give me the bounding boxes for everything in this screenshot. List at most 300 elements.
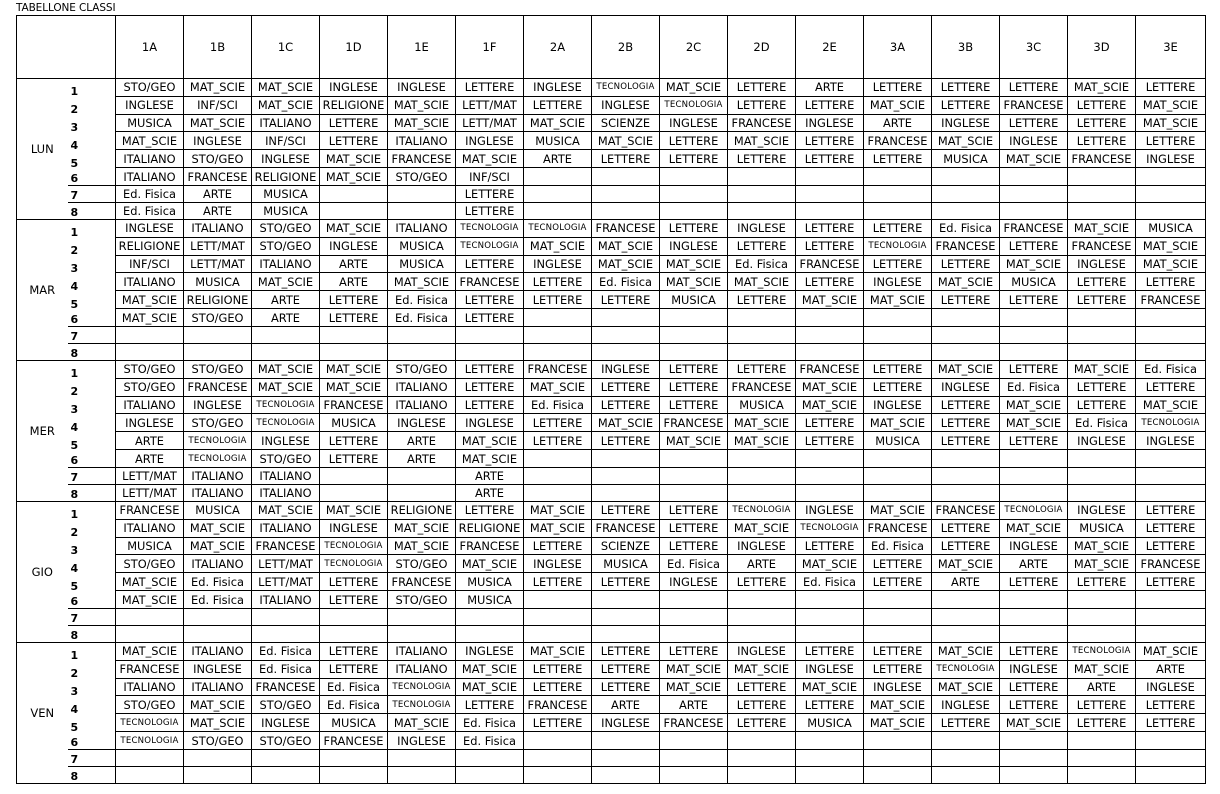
schedule-cell: ARTE bbox=[1068, 678, 1136, 696]
hour-number: 7 bbox=[68, 468, 116, 485]
schedule-cell: ARTE bbox=[1136, 660, 1206, 678]
empty-cell bbox=[592, 767, 660, 784]
schedule-cell: LETTERE bbox=[592, 432, 660, 450]
schedule-cell: MAT_SCIE bbox=[932, 361, 1000, 379]
table-row bbox=[17, 767, 1206, 784]
empty-cell bbox=[932, 468, 1000, 485]
empty-cell bbox=[728, 750, 796, 767]
table-row bbox=[17, 255, 1206, 273]
schedule-cell: LETTERE bbox=[1000, 291, 1068, 309]
empty-cell bbox=[796, 626, 864, 643]
schedule-cell: MUSICA bbox=[1068, 519, 1136, 537]
schedule-cell: LETTERE bbox=[1136, 378, 1206, 396]
class-header: 1C bbox=[252, 16, 320, 79]
schedule-cell: INGLESE bbox=[388, 79, 456, 97]
empty-cell bbox=[1136, 309, 1206, 327]
empty-cell bbox=[388, 626, 456, 643]
schedule-cell: MUSICA bbox=[184, 273, 252, 291]
schedule-cell: MAT_SCIE bbox=[1000, 414, 1068, 432]
schedule-cell: LETTERE bbox=[728, 678, 796, 696]
empty-cell bbox=[184, 344, 252, 361]
empty-cell bbox=[592, 485, 660, 502]
schedule-cell: MAT_SCIE bbox=[864, 414, 932, 432]
schedule-cell: ITALIANO bbox=[184, 643, 252, 661]
schedule-cell: LETTERE bbox=[456, 396, 524, 414]
schedule-cell: LETTERE bbox=[864, 220, 932, 238]
schedule-cell: STO/GEO bbox=[116, 555, 184, 573]
schedule-cell: LETTERE bbox=[320, 432, 388, 450]
schedule-cell: MUSICA bbox=[184, 502, 252, 520]
schedule-cell: INGLESE bbox=[1136, 678, 1206, 696]
empty-cell bbox=[320, 327, 388, 344]
hour-number: 3 bbox=[70, 121, 79, 134]
empty-cell bbox=[388, 468, 456, 485]
schedule-cell: RELIGIONE bbox=[388, 502, 456, 520]
hour-numbers bbox=[68, 502, 116, 609]
hour-number: 8 bbox=[68, 344, 116, 361]
empty-cell bbox=[864, 203, 932, 220]
schedule-cell: MAT_SCIE bbox=[592, 132, 660, 150]
schedule-cell: FRANCESE bbox=[388, 150, 456, 168]
schedule-cell: LETTERE bbox=[592, 502, 660, 520]
schedule-cell: MAT_SCIE bbox=[660, 678, 728, 696]
schedule-cell: MAT_SCIE bbox=[116, 643, 184, 661]
hour-number: 6 bbox=[70, 313, 79, 326]
empty-cell bbox=[116, 609, 184, 626]
schedule-cell: MAT_SCIE bbox=[1000, 396, 1068, 414]
empty-cell bbox=[388, 609, 456, 626]
schedule-cell: FRANCESE bbox=[320, 396, 388, 414]
schedule-cell: MAT_SCIE bbox=[1136, 114, 1206, 132]
schedule-cell: MAT_SCIE bbox=[1136, 643, 1206, 661]
schedule-cell: Ed. Fisica bbox=[660, 555, 728, 573]
schedule-cell: LETTERE bbox=[864, 361, 932, 379]
schedule-cell: LETTERE bbox=[864, 150, 932, 168]
empty-cell bbox=[864, 750, 932, 767]
schedule-cell: MUSICA bbox=[524, 132, 592, 150]
schedule-cell: MAT_SCIE bbox=[320, 361, 388, 379]
empty-cell bbox=[796, 327, 864, 344]
day-label: MER bbox=[17, 361, 68, 502]
schedule-cell: ITALIANO bbox=[252, 114, 320, 132]
schedule-cell: ITALIANO bbox=[116, 519, 184, 537]
schedule-cell: MAT_SCIE bbox=[1136, 255, 1206, 273]
schedule-cell: Ed. Fisica bbox=[388, 309, 456, 327]
hour-number: 4 bbox=[70, 562, 79, 575]
empty-cell bbox=[456, 609, 524, 626]
schedule-cell: MAT_SCIE bbox=[864, 696, 932, 714]
empty-cell bbox=[864, 732, 932, 750]
empty-cell bbox=[796, 344, 864, 361]
empty-cell bbox=[592, 609, 660, 626]
empty-cell bbox=[320, 609, 388, 626]
empty-cell bbox=[388, 186, 456, 203]
schedule-cell: ITALIANO bbox=[116, 396, 184, 414]
empty-cell bbox=[320, 186, 388, 203]
schedule-cell: INGLESE bbox=[1000, 660, 1068, 678]
table-row bbox=[17, 291, 1206, 309]
schedule-cell: LETTERE bbox=[320, 450, 388, 468]
schedule-cell: FRANCESE bbox=[660, 414, 728, 432]
schedule-cell: INGLESE bbox=[728, 643, 796, 661]
empty-cell bbox=[388, 750, 456, 767]
empty-cell bbox=[932, 767, 1000, 784]
schedule-cell: INF/SCI bbox=[456, 168, 524, 186]
schedule-cell: FRANCESE bbox=[1068, 237, 1136, 255]
empty-cell bbox=[796, 591, 864, 609]
schedule-cell: MUSICA bbox=[660, 291, 728, 309]
schedule-cell: LETT/MAT bbox=[456, 96, 524, 114]
schedule-cell: FRANCESE bbox=[1136, 555, 1206, 573]
schedule-cell: ARTE bbox=[116, 450, 184, 468]
hour-number: 5 bbox=[70, 721, 79, 734]
schedule-cell: LETTERE bbox=[728, 96, 796, 114]
empty-cell bbox=[252, 344, 320, 361]
hour-number: 7 bbox=[68, 327, 116, 344]
schedule-cell: ARTE bbox=[932, 573, 1000, 591]
table-row bbox=[17, 502, 1206, 520]
schedule-cell: FRANCESE bbox=[116, 502, 184, 520]
class-header: 3B bbox=[932, 16, 1000, 79]
empty-cell bbox=[660, 327, 728, 344]
schedule-cell: MAT_SCIE bbox=[660, 273, 728, 291]
schedule-cell: LETTERE bbox=[796, 237, 864, 255]
schedule-cell: INGLESE bbox=[184, 660, 252, 678]
empty-cell bbox=[1136, 168, 1206, 186]
empty-cell bbox=[932, 344, 1000, 361]
empty-cell bbox=[796, 309, 864, 327]
schedule-cell: LETTERE bbox=[1000, 678, 1068, 696]
empty-cell bbox=[864, 168, 932, 186]
empty-cell bbox=[796, 485, 864, 502]
empty-cell bbox=[1000, 626, 1068, 643]
schedule-cell: LETTERE bbox=[1000, 237, 1068, 255]
schedule-cell: LETTERE bbox=[1136, 696, 1206, 714]
empty-cell bbox=[660, 626, 728, 643]
schedule-cell: MAT_SCIE bbox=[796, 396, 864, 414]
schedule-cell: INGLESE bbox=[456, 643, 524, 661]
hour-number: 8 bbox=[68, 203, 116, 220]
schedule-cell: MAT_SCIE bbox=[388, 96, 456, 114]
schedule-cell: ITALIANO bbox=[252, 468, 320, 485]
schedule-cell: LETTERE bbox=[524, 414, 592, 432]
schedule-cell: MAT_SCIE bbox=[456, 555, 524, 573]
schedule-cell: LETTERE bbox=[456, 203, 524, 220]
class-header: 3A bbox=[864, 16, 932, 79]
hour-numbers bbox=[68, 220, 116, 327]
schedule-cell: MAT_SCIE bbox=[456, 450, 524, 468]
schedule-cell: STO/GEO bbox=[252, 696, 320, 714]
schedule-cell: MAT_SCIE bbox=[184, 519, 252, 537]
hour-numbers bbox=[68, 361, 116, 468]
schedule-cell: LETTERE bbox=[932, 414, 1000, 432]
empty-cell bbox=[1000, 168, 1068, 186]
schedule-cell: LETTERE bbox=[1068, 378, 1136, 396]
empty-cell bbox=[728, 591, 796, 609]
empty-cell bbox=[456, 344, 524, 361]
empty-cell bbox=[524, 327, 592, 344]
schedule-cell: LETTERE bbox=[728, 291, 796, 309]
empty-cell bbox=[1136, 468, 1206, 485]
schedule-cell: MAT_SCIE bbox=[932, 678, 1000, 696]
hour-numbers bbox=[68, 643, 116, 750]
schedule-cell: LETT/MAT bbox=[252, 555, 320, 573]
schedule-cell: INGLESE bbox=[1000, 537, 1068, 555]
hour-number: 1 bbox=[70, 85, 79, 98]
schedule-cell: STO/GEO bbox=[184, 361, 252, 379]
class-header: 2D bbox=[728, 16, 796, 79]
schedule-cell: MAT_SCIE bbox=[456, 678, 524, 696]
empty-cell bbox=[932, 186, 1000, 203]
table-row bbox=[17, 626, 1206, 643]
schedule-cell: INGLESE bbox=[1068, 432, 1136, 450]
schedule-cell: STO/GEO bbox=[252, 237, 320, 255]
schedule-cell: LETTERE bbox=[796, 696, 864, 714]
schedule-cell: MAT_SCIE bbox=[1136, 96, 1206, 114]
schedule-cell: LETTERE bbox=[320, 114, 388, 132]
table-row bbox=[17, 79, 1206, 97]
empty-cell bbox=[592, 732, 660, 750]
header-row bbox=[17, 16, 1206, 79]
empty-cell bbox=[728, 344, 796, 361]
schedule-cell: MUSICA bbox=[116, 537, 184, 555]
schedule-cell: INGLESE bbox=[456, 414, 524, 432]
schedule-cell: MAT_SCIE bbox=[796, 555, 864, 573]
schedule-cell: LETTERE bbox=[592, 150, 660, 168]
empty-cell bbox=[456, 767, 524, 784]
empty-cell bbox=[592, 750, 660, 767]
schedule-cell: FRANCESE bbox=[1068, 150, 1136, 168]
table-row bbox=[17, 132, 1206, 150]
schedule-cell: MAT_SCIE bbox=[1000, 714, 1068, 732]
schedule-cell: MAT_SCIE bbox=[660, 255, 728, 273]
schedule-cell: LETT/MAT bbox=[184, 255, 252, 273]
hour-number: 7 bbox=[68, 609, 116, 626]
empty-cell bbox=[184, 750, 252, 767]
empty-cell bbox=[252, 626, 320, 643]
empty-cell bbox=[728, 186, 796, 203]
schedule-cell: MAT_SCIE bbox=[252, 378, 320, 396]
schedule-cell: ITALIANO bbox=[184, 468, 252, 485]
schedule-cell: MAT_SCIE bbox=[592, 255, 660, 273]
schedule-cell: FRANCESE bbox=[524, 361, 592, 379]
schedule-cell: LETTERE bbox=[524, 432, 592, 450]
empty-cell bbox=[592, 186, 660, 203]
schedule-cell: ITALIANO bbox=[184, 485, 252, 502]
schedule-cell: MAT_SCIE bbox=[728, 273, 796, 291]
schedule-cell: LETTERE bbox=[932, 714, 1000, 732]
empty-cell bbox=[1000, 450, 1068, 468]
schedule-cell: MAT_SCIE bbox=[1068, 555, 1136, 573]
class-header: 3C bbox=[1000, 16, 1068, 79]
schedule-cell: LETTERE bbox=[728, 714, 796, 732]
schedule-cell: Ed. Fisica bbox=[728, 255, 796, 273]
schedule-cell: INGLESE bbox=[864, 678, 932, 696]
hour-number: 2 bbox=[70, 526, 79, 539]
schedule-cell: STO/GEO bbox=[252, 220, 320, 238]
schedule-cell: TECNOLOGIA bbox=[456, 237, 524, 255]
schedule-cell: MAT_SCIE bbox=[252, 96, 320, 114]
empty-cell bbox=[524, 591, 592, 609]
schedule-cell: TECNOLOGIA bbox=[728, 502, 796, 520]
hour-number: 8 bbox=[68, 626, 116, 643]
table-row bbox=[17, 643, 1206, 661]
schedule-cell: INGLESE bbox=[320, 237, 388, 255]
table-row bbox=[17, 96, 1206, 114]
class-header: 3D bbox=[1068, 16, 1136, 79]
timetable bbox=[16, 15, 1206, 784]
empty-cell bbox=[388, 327, 456, 344]
schedule-cell: LETTERE bbox=[864, 660, 932, 678]
empty-cell bbox=[1000, 203, 1068, 220]
empty-cell bbox=[728, 767, 796, 784]
hour-number: 1 bbox=[70, 226, 79, 239]
schedule-cell: TECNOLOGIA bbox=[796, 519, 864, 537]
hour-number: 5 bbox=[70, 580, 79, 593]
schedule-cell: LETTERE bbox=[932, 396, 1000, 414]
schedule-cell: LETTERE bbox=[660, 396, 728, 414]
schedule-cell: LETTERE bbox=[592, 378, 660, 396]
empty-cell bbox=[1068, 450, 1136, 468]
schedule-cell: LETT/MAT bbox=[184, 237, 252, 255]
schedule-cell: FRANCESE bbox=[388, 573, 456, 591]
hour-number: 6 bbox=[70, 736, 79, 749]
schedule-cell: LETTERE bbox=[524, 714, 592, 732]
schedule-cell: LETTERE bbox=[660, 519, 728, 537]
table-row bbox=[17, 273, 1206, 291]
hour-number: 6 bbox=[70, 172, 79, 185]
schedule-cell: ITALIANO bbox=[252, 485, 320, 502]
schedule-cell: FRANCESE bbox=[456, 537, 524, 555]
empty-cell bbox=[728, 609, 796, 626]
schedule-cell: ITALIANO bbox=[388, 396, 456, 414]
schedule-cell: LETTERE bbox=[796, 132, 864, 150]
schedule-cell: STO/GEO bbox=[184, 414, 252, 432]
schedule-cell: ITALIANO bbox=[388, 378, 456, 396]
schedule-cell: INGLESE bbox=[1068, 502, 1136, 520]
schedule-cell: LETTERE bbox=[1136, 519, 1206, 537]
hour-number: 6 bbox=[70, 595, 79, 608]
schedule-cell: MAT_SCIE bbox=[1068, 361, 1136, 379]
schedule-cell: LETTERE bbox=[660, 537, 728, 555]
empty-cell bbox=[1000, 327, 1068, 344]
empty-cell bbox=[796, 203, 864, 220]
schedule-cell: FRANCESE bbox=[864, 132, 932, 150]
schedule-cell: LETTERE bbox=[1068, 291, 1136, 309]
empty-cell bbox=[660, 168, 728, 186]
table-row bbox=[17, 450, 1206, 468]
schedule-cell: STO/GEO bbox=[388, 168, 456, 186]
schedule-cell: LETTERE bbox=[864, 255, 932, 273]
schedule-cell: TECNOLOGIA bbox=[388, 678, 456, 696]
empty-cell bbox=[660, 609, 728, 626]
schedule-cell: LETTERE bbox=[796, 537, 864, 555]
schedule-cell: MAT_SCIE bbox=[796, 378, 864, 396]
schedule-cell: INGLESE bbox=[184, 396, 252, 414]
table-row bbox=[17, 609, 1206, 626]
schedule-cell: MUSICA bbox=[320, 714, 388, 732]
schedule-cell: ITALIANO bbox=[116, 678, 184, 696]
empty-cell bbox=[864, 609, 932, 626]
schedule-cell: LETTERE bbox=[728, 150, 796, 168]
schedule-cell: LETTERE bbox=[932, 519, 1000, 537]
schedule-cell: TECNOLOGIA bbox=[864, 237, 932, 255]
empty-cell bbox=[524, 767, 592, 784]
empty-cell bbox=[864, 767, 932, 784]
schedule-cell: MAT_SCIE bbox=[524, 643, 592, 661]
day-label: LUN bbox=[17, 79, 68, 220]
schedule-cell: MAT_SCIE bbox=[388, 714, 456, 732]
schedule-cell: MAT_SCIE bbox=[864, 502, 932, 520]
table-row bbox=[17, 696, 1206, 714]
schedule-cell: FRANCESE bbox=[1136, 291, 1206, 309]
schedule-cell: LETTERE bbox=[660, 132, 728, 150]
schedule-cell: ARTE bbox=[456, 468, 524, 485]
hour-number: 1 bbox=[70, 367, 79, 380]
schedule-cell: LETT/MAT bbox=[252, 573, 320, 591]
empty-cell bbox=[1136, 485, 1206, 502]
schedule-cell: TECNOLOGIA bbox=[1068, 643, 1136, 661]
schedule-cell: RELIGIONE bbox=[456, 519, 524, 537]
empty-cell bbox=[932, 450, 1000, 468]
table-row bbox=[17, 237, 1206, 255]
schedule-cell: STO/GEO bbox=[116, 361, 184, 379]
schedule-cell: INGLESE bbox=[932, 696, 1000, 714]
schedule-cell: MAT_SCIE bbox=[320, 150, 388, 168]
empty-cell bbox=[1136, 732, 1206, 750]
schedule-cell: LETTERE bbox=[728, 573, 796, 591]
schedule-cell: LETTERE bbox=[660, 220, 728, 238]
schedule-cell: FRANCESE bbox=[524, 696, 592, 714]
empty-cell bbox=[932, 609, 1000, 626]
schedule-cell: INF/SCI bbox=[184, 96, 252, 114]
schedule-cell: FRANCESE bbox=[796, 255, 864, 273]
schedule-cell: LETTERE bbox=[592, 660, 660, 678]
schedule-cell: MAT_SCIE bbox=[864, 714, 932, 732]
schedule-cell: INGLESE bbox=[524, 79, 592, 97]
schedule-cell: LETTERE bbox=[660, 150, 728, 168]
schedule-cell: STO/GEO bbox=[252, 732, 320, 750]
schedule-cell: MAT_SCIE bbox=[1068, 660, 1136, 678]
empty-cell bbox=[1068, 626, 1136, 643]
hour-number: 8 bbox=[68, 485, 116, 502]
class-header: 1A bbox=[116, 16, 184, 79]
empty-cell bbox=[932, 327, 1000, 344]
schedule-cell: MAT_SCIE bbox=[116, 291, 184, 309]
table-row bbox=[17, 414, 1206, 432]
hour-number: 2 bbox=[70, 244, 79, 257]
schedule-cell: MAT_SCIE bbox=[932, 273, 1000, 291]
schedule-cell: Ed. Fisica bbox=[1136, 361, 1206, 379]
schedule-cell: LETTERE bbox=[864, 79, 932, 97]
empty-cell bbox=[320, 626, 388, 643]
hour-number: 4 bbox=[70, 703, 79, 716]
schedule-cell: LETTERE bbox=[1136, 573, 1206, 591]
empty-cell bbox=[864, 591, 932, 609]
empty-cell bbox=[388, 203, 456, 220]
schedule-cell: MAT_SCIE bbox=[728, 414, 796, 432]
schedule-cell: LETTERE bbox=[932, 291, 1000, 309]
hour-number: 6 bbox=[70, 454, 79, 467]
empty-cell bbox=[1068, 750, 1136, 767]
empty-cell bbox=[932, 168, 1000, 186]
schedule-cell: RELIGIONE bbox=[320, 96, 388, 114]
schedule-cell: ITALIANO bbox=[116, 150, 184, 168]
empty-cell bbox=[116, 327, 184, 344]
schedule-cell: MAT_SCIE bbox=[524, 114, 592, 132]
hour-numbers bbox=[68, 79, 116, 186]
schedule-cell: MAT_SCIE bbox=[116, 591, 184, 609]
